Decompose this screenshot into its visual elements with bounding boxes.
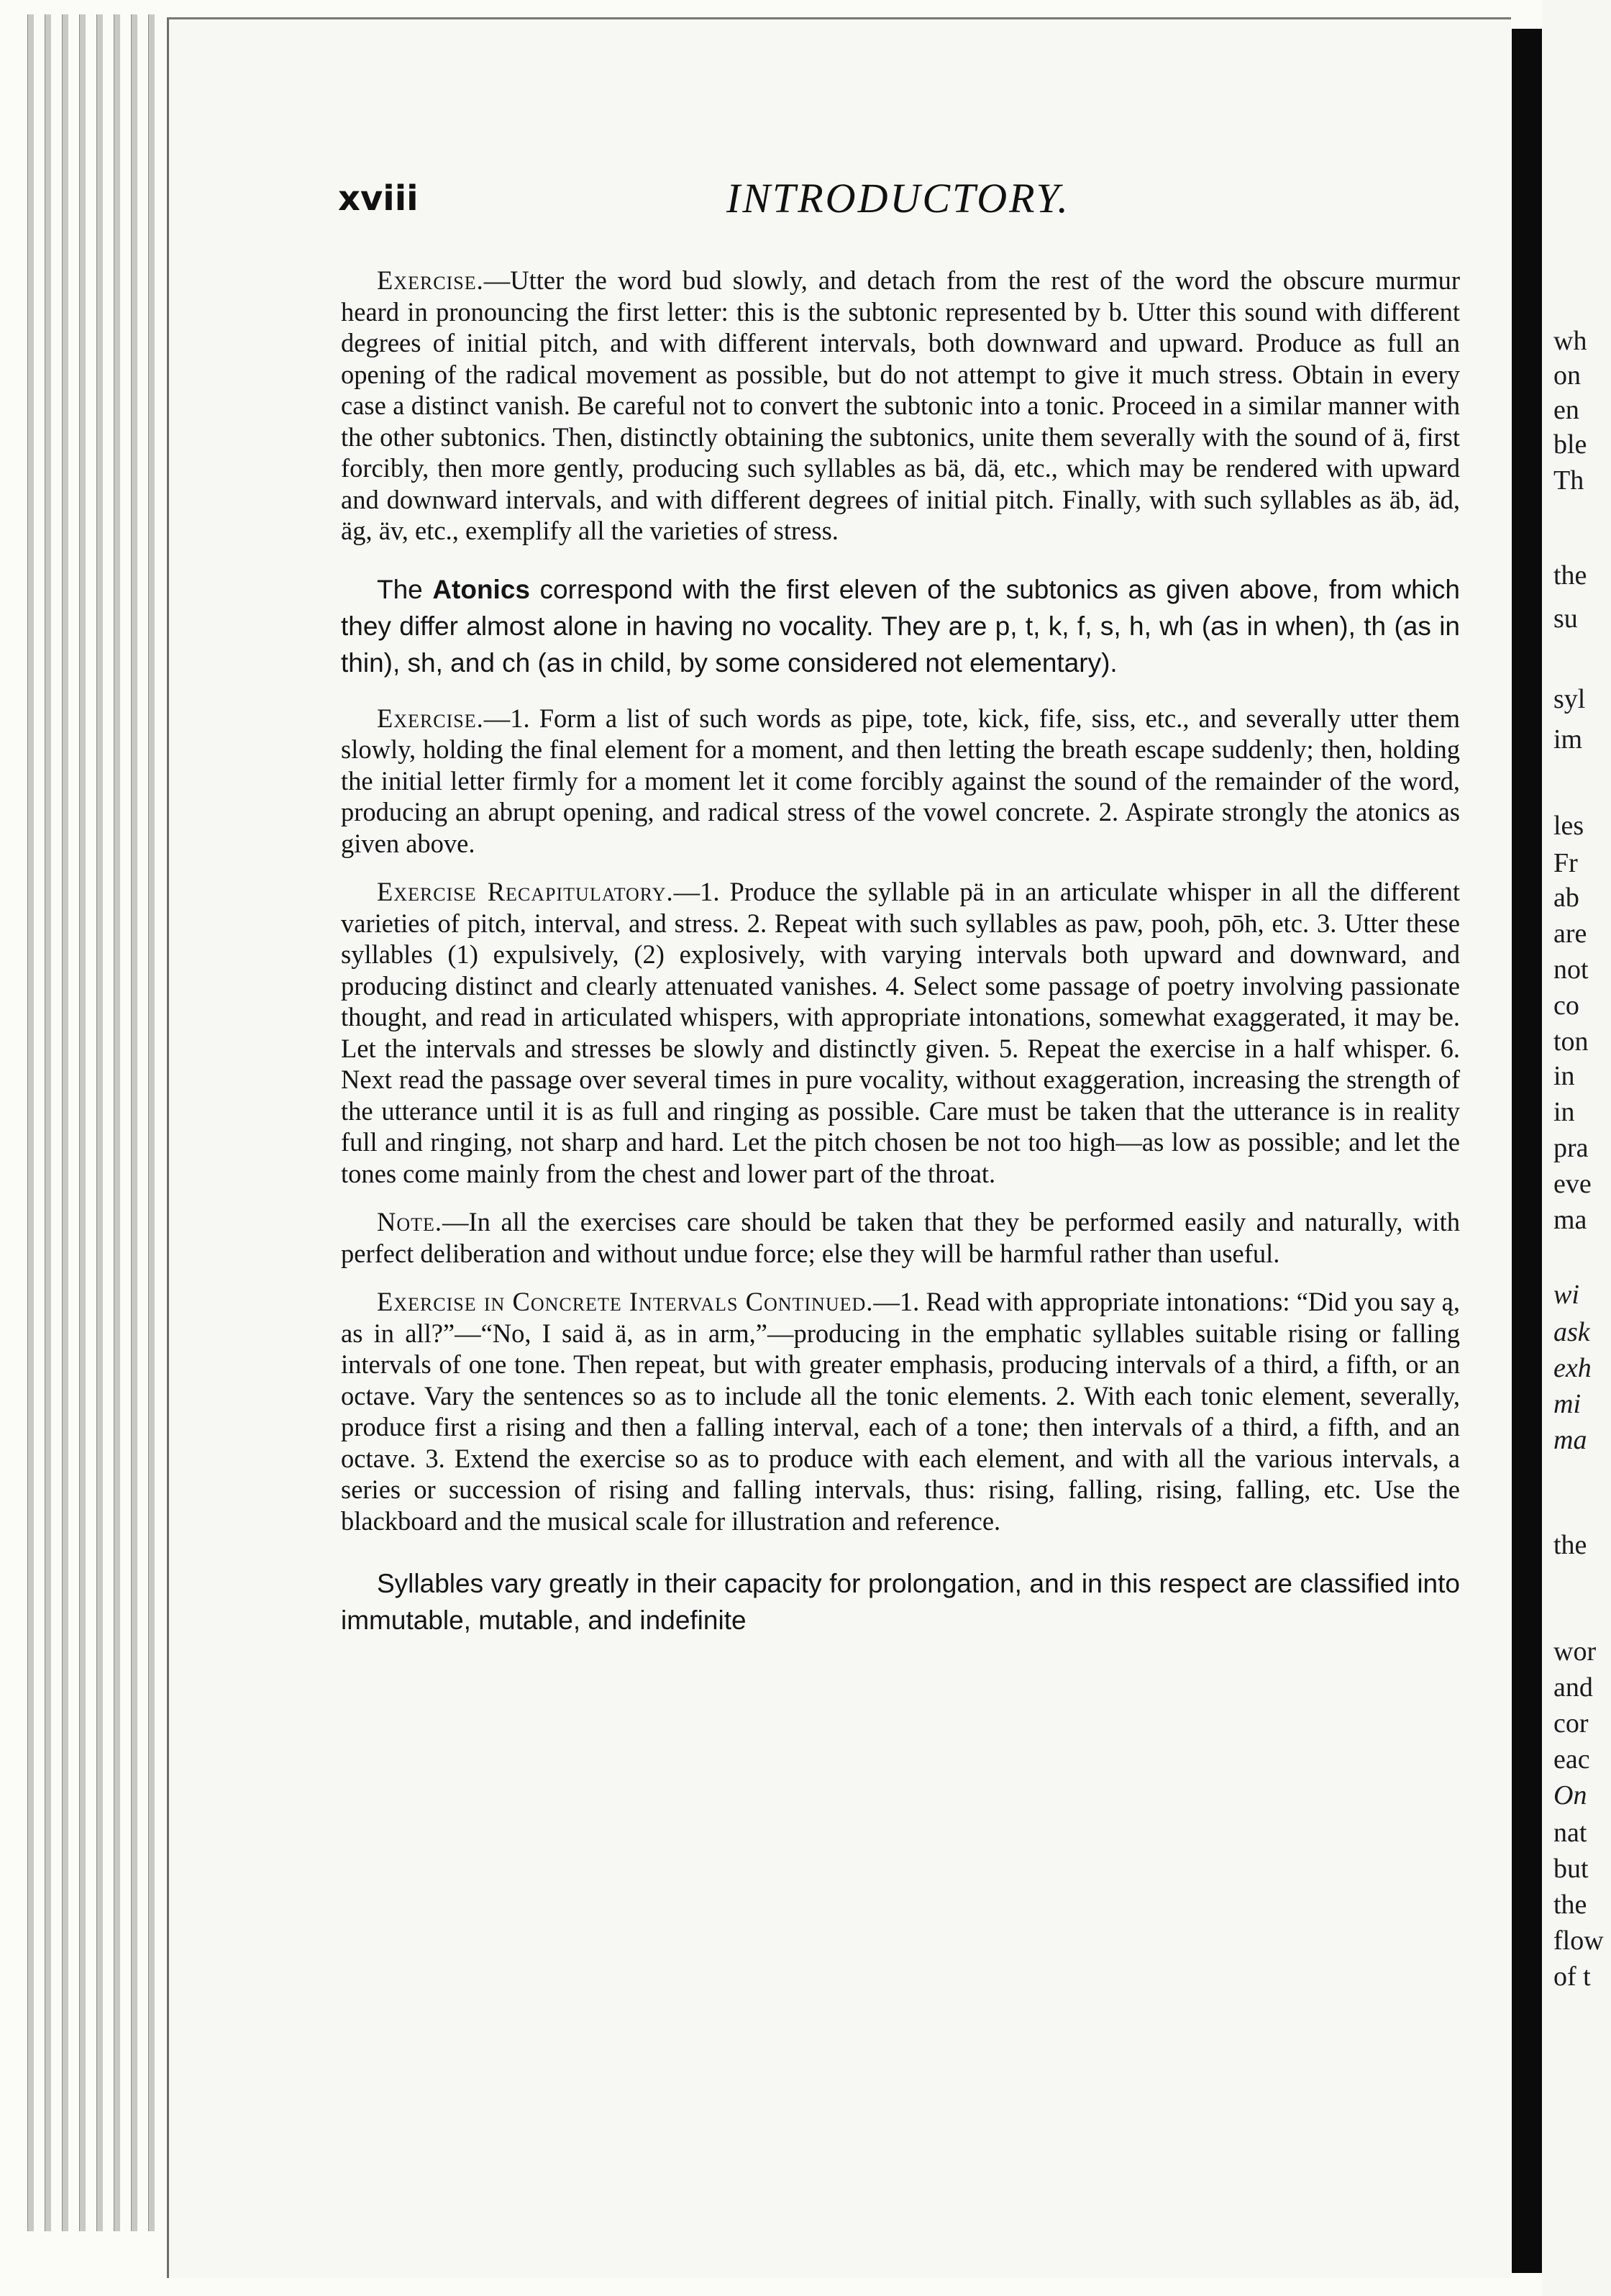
adjacent-line: im bbox=[1553, 724, 1583, 755]
adjacent-line: not bbox=[1553, 955, 1589, 985]
adjacent-line: exh bbox=[1553, 1353, 1592, 1383]
adjacent-line: ma bbox=[1553, 1425, 1587, 1455]
adjacent-line: wh bbox=[1553, 326, 1587, 356]
adjacent-page-fragment bbox=[1542, 0, 1611, 2296]
page-edge bbox=[114, 14, 120, 2231]
page-edge bbox=[62, 14, 68, 2231]
page-edge bbox=[79, 14, 86, 2231]
page-number: xviii bbox=[338, 178, 419, 219]
paragraph-text: —1. Form a list of such words as pipe, tote, kick, fife, siss, etc., and severally utter them slowly, holding the final element for a moment, and then letting the breath escape suddenly; then, holding the initial letter firmly for a moment let it come forcibly against the sound of the remainder of the word, producing an abrupt opening, and radical stress of the vowel concrete. 2. Aspirate strongly the atonics as given above. bbox=[341, 703, 1460, 858]
adjacent-line: ma bbox=[1553, 1205, 1587, 1235]
page-edge bbox=[148, 14, 155, 2231]
adjacent-line: on bbox=[1553, 360, 1581, 391]
paragraph-text: —1. Produce the syllable pä in an articulate whisper in all the different varieties of pitch, interval, and stress. 2. Repeat with such syllables as paw, pooh, pōh, etc. 3. Utter these syllables (1) expulsively, (2) explosively, with varying intervals both upward and downward, and producing distinct and clearly attenuated vanishes. 4. Select some passage of poetry involving passionate thought, and read in articulated whispers, with appropriate intonations, somewhat exaggerated, it may be. Let the intervals and stresses be slowly and distinctly given. 5. Repeat the exercise in a half whisper. 6. Next read the passage over several times in pure vocality, without exaggeration, increasing the strength of the utterance until it is as full and ringing as possible. Care must be taken that the utterance is in reality full and ringing, not sharp and hard. Let the pitch chosen be not too high—as low as possible; and let the tones come mainly from the chest and lower part of the throat. bbox=[341, 877, 1460, 1188]
adjacent-line: ask bbox=[1553, 1317, 1590, 1347]
adjacent-line: the bbox=[1553, 1890, 1587, 1920]
adjacent-line: su bbox=[1553, 603, 1578, 634]
note-heading: Note. bbox=[377, 1207, 443, 1236]
adjacent-line: eac bbox=[1553, 1744, 1590, 1775]
paragraph-exercise-atonics bbox=[341, 703, 1460, 860]
paragraph-lead: The bbox=[377, 574, 433, 604]
exercise-heading: Exercise. bbox=[377, 265, 484, 295]
adjacent-line: syl bbox=[1553, 684, 1586, 714]
adjacent-line: but bbox=[1553, 1854, 1589, 1884]
adjacent-line: in bbox=[1553, 1061, 1575, 1091]
page-edge bbox=[45, 14, 51, 2231]
adjacent-line: en bbox=[1553, 395, 1579, 425]
adjacent-line: wor bbox=[1553, 1636, 1597, 1667]
exercise-heading: Exercise. bbox=[377, 703, 484, 733]
adjacent-line: and bbox=[1553, 1672, 1593, 1703]
adjacent-line: ton bbox=[1553, 1026, 1589, 1057]
adjacent-line: Fr bbox=[1553, 848, 1578, 878]
paragraph-note bbox=[341, 1206, 1460, 1269]
adjacent-line: On bbox=[1553, 1780, 1587, 1810]
paragraph-text: —Utter the word bud slowly, and detach from the rest of the word the obscure murmur heard in pronouncing the first letter: this is the subtonic represented by b. Utter this sound with different degrees of initial pitch, and with different intervals, both downward and upward. Produce as full an opening of the radical movement as possible, but do not attempt to give it much stress. Obtain in every case a distinct vanish. Be careful not to convert the subtonic into a tonic. Proceed in a similar manner with the other subtonics. Then, distinctly obtaining the subtonics, unite them severally with the sound of ä, first forcibly, then more gently, producing such syllables as bä, dä, etc., which may be rendered with upward and downward intervals, and with different degrees of initial pitch. Finally, with such syllables as äb, äd, äg, äv, etc., exemplify all the varieties of stress. bbox=[341, 265, 1460, 545]
exercise-heading: Exercise in Concrete Intervals Continued. bbox=[377, 1287, 874, 1316]
page-edge bbox=[131, 14, 137, 2231]
term-atonics: Atonics bbox=[432, 574, 530, 604]
paragraph-atonics bbox=[341, 571, 1460, 681]
paragraph-syllables bbox=[341, 1565, 1460, 1639]
adjacent-line: are bbox=[1553, 919, 1587, 949]
adjacent-line: in bbox=[1553, 1097, 1575, 1127]
page-header bbox=[338, 175, 1460, 224]
adjacent-line: les bbox=[1553, 811, 1584, 841]
adjacent-line: ble bbox=[1553, 429, 1587, 460]
body-text bbox=[341, 265, 1460, 1639]
paragraph-text: Syllables vary greatly in their capacity for prolongation, and in this respect are classified into immutable, mutable, and indefinite bbox=[341, 1569, 1460, 1635]
paragraph-exercise-recapitulatory bbox=[341, 876, 1460, 1189]
adjacent-line: the bbox=[1553, 1530, 1587, 1560]
running-head: INTRODUCTORY. bbox=[726, 175, 1070, 222]
adjacent-line: of t bbox=[1553, 1962, 1591, 1992]
adjacent-line: mi bbox=[1553, 1389, 1581, 1419]
paragraph-text: —In all the exercises care should be taken that they be performed easily and naturally, with perfect deliberation and without undue force; else they will be harmful rather than useful. bbox=[341, 1207, 1460, 1268]
adjacent-line: co bbox=[1553, 990, 1579, 1021]
adjacent-line: nat bbox=[1553, 1818, 1587, 1848]
page-edge bbox=[96, 14, 103, 2231]
adjacent-line: eve bbox=[1553, 1169, 1592, 1199]
exercise-heading: Exercise Recapitulatory. bbox=[377, 877, 674, 906]
adjacent-line: cor bbox=[1553, 1708, 1589, 1739]
adjacent-line: the bbox=[1553, 560, 1587, 591]
adjacent-line: Th bbox=[1553, 465, 1584, 496]
paragraph-exercise-concrete-intervals bbox=[341, 1286, 1460, 1536]
paragraph-text: —1. Read with appropriate intonations: “Did you say ą, as in all?”—“No, I said ä, as in arm,”—producing in the emphatic syllables suitable rising or falling intervals of one tone. Then repeat, but with greater emphasis, producing intervals of a third, a fifth, or an octave. Vary the sentences so as to include all the tonic elements. 2. With each tonic element, severally, produce first a rising and then a falling interval, each of a tone; then intervals of a third, a fifth, and an octave. 3. Extend the exercise so as to produce with each element, and with all the various intervals, a series or succession of rising and falling intervals, thus: rising, falling, rising, falling, etc. Use the blackboard and the musical scale for illustration and reference. bbox=[341, 1287, 1460, 1536]
adjacent-line: flow bbox=[1553, 1926, 1604, 1956]
adjacent-line: ab bbox=[1553, 883, 1579, 913]
adjacent-line: wi bbox=[1553, 1280, 1579, 1310]
paragraph-exercise-subtonics bbox=[341, 265, 1460, 547]
paragraph-text: correspond with the first eleven of the subtonics as given above, from which they differ almost alone in having no vocality. They are p, t, k, f, s, h, wh (as in when), th (as in thin), sh, and ch (as in child, by some considered not elementary). bbox=[341, 574, 1460, 678]
book-gutter bbox=[1512, 29, 1542, 2273]
page-edge bbox=[27, 14, 34, 2231]
adjacent-line: pra bbox=[1553, 1133, 1589, 1163]
